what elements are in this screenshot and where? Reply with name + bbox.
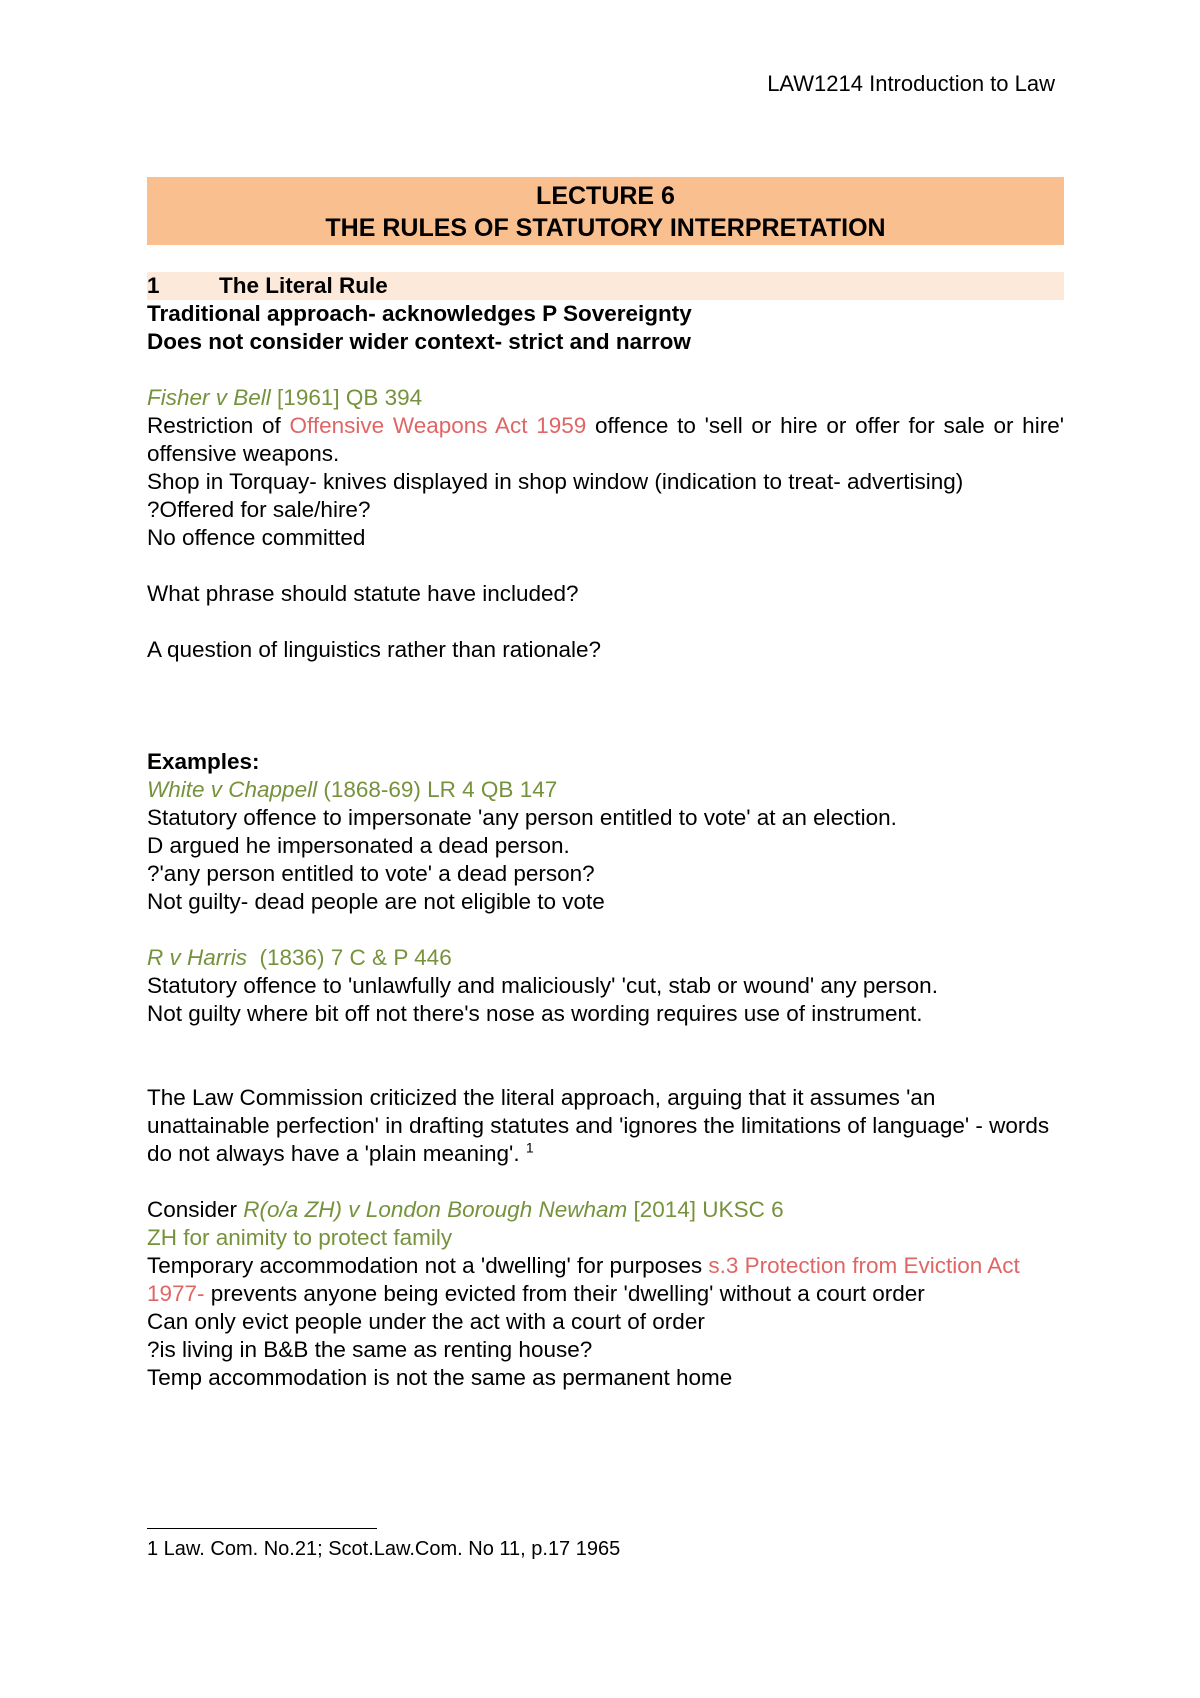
case-detail: ?is living in B&B the same as renting house? (147, 1337, 593, 1362)
section-title: The Literal Rule (219, 273, 388, 298)
case-citation: [1961] QB 394 (270, 385, 423, 410)
examples-heading: Examples: (147, 749, 260, 774)
case-citation: [2014] UKSC 6 (627, 1197, 784, 1222)
case-name: Fisher v Bell (147, 385, 271, 410)
case-detail: Can only evict people under the act with a court of order (147, 1309, 705, 1334)
text-span: prevents anyone being evicted from their 'dwelling' without a court order (204, 1281, 925, 1306)
case-citation: (1836) 7 C & P 446 (247, 945, 452, 970)
question: A question of linguistics rather than rationale? (147, 637, 602, 662)
text-span: offence to 'sell or hire or offer for sale or hire' offensive weapons. (147, 413, 1065, 466)
case-heading-white (147, 776, 1064, 804)
case-detail (147, 412, 1064, 468)
case-detail: Shop in Torquay- knives displayed in shop window (indication to treat- advertising) (147, 469, 964, 494)
case-name: R v Harris (147, 945, 247, 970)
case-detail: Statutory offence to impersonate 'any person entitled to vote' at an election. (147, 805, 897, 830)
case-citation: (1868-69) LR 4 QB 147 (317, 777, 558, 802)
case-detail: No offence committed (147, 525, 366, 550)
document-body (147, 272, 1064, 1392)
case-detail: Statutory offence to 'unlawfully and maliciously' 'cut, stab or wound' any person. (147, 973, 938, 998)
text-span: Temporary accommodation not a 'dwelling' for purposes (147, 1253, 709, 1278)
case-detail: ZH for animity to protect family (147, 1225, 453, 1250)
lecture-number: LECTURE 6 (536, 182, 675, 210)
summary-line: Does not consider wider context- strict and narrow (147, 329, 691, 354)
case-name: White v Chappell (147, 777, 318, 802)
section-number: 1 (147, 273, 160, 298)
case-detail: Not guilty- dead people are not eligible to vote (147, 889, 605, 914)
case-detail: D argued he impersonated a dead person. (147, 833, 570, 858)
summary-line: Traditional approach- acknowledges P Sovereignty (147, 301, 692, 326)
case-detail: ?Offered for sale/hire? (147, 497, 371, 522)
course-header: LAW1214 Introduction to Law (767, 71, 1055, 96)
act-reference: Offensive Weapons Act 1959 (289, 413, 587, 438)
lecture-title: THE RULES OF STATUTORY INTERPRETATION (325, 214, 886, 242)
case-name: R(o/a ZH) v London Borough Newham (243, 1197, 628, 1222)
case-heading-newham (147, 1196, 1064, 1224)
footnote: 1 Law. Com. No.21; Scot.Law.Com. No 11, p.17 1965 (147, 1538, 621, 1560)
footnote-separator (147, 1528, 377, 1529)
law-commission-paragraph (147, 1084, 1064, 1168)
paragraph-text: The Law Commission criticized the literal approach, arguing that it assumes 'an unattainable perfection' in drafting statutes and 'ignores the limitations of language' - words do not always have a 'plain meaning'. (147, 1085, 1050, 1166)
case-detail: ?'any person entitled to vote' a dead person? (147, 861, 595, 886)
case-detail (147, 1252, 1064, 1308)
case-detail: Temp accommodation is not the same as permanent home (147, 1365, 733, 1390)
question: What phrase should statute have included? (147, 581, 579, 606)
section-heading (147, 272, 1064, 300)
act-reference: s.3 Protection from Eviction Act 1977- (147, 1253, 1020, 1306)
case-heading-harris (147, 944, 1064, 972)
text-span: Restriction of (147, 413, 290, 438)
text-span: Consider (147, 1197, 244, 1222)
case-detail: Not guilty where bit off not there's nose as wording requires use of instrument. (147, 1001, 923, 1026)
footnote-reference[interactable]: 1 (525, 1139, 534, 1156)
case-heading-fisher (147, 384, 1064, 412)
lecture-title-box (147, 177, 1064, 245)
